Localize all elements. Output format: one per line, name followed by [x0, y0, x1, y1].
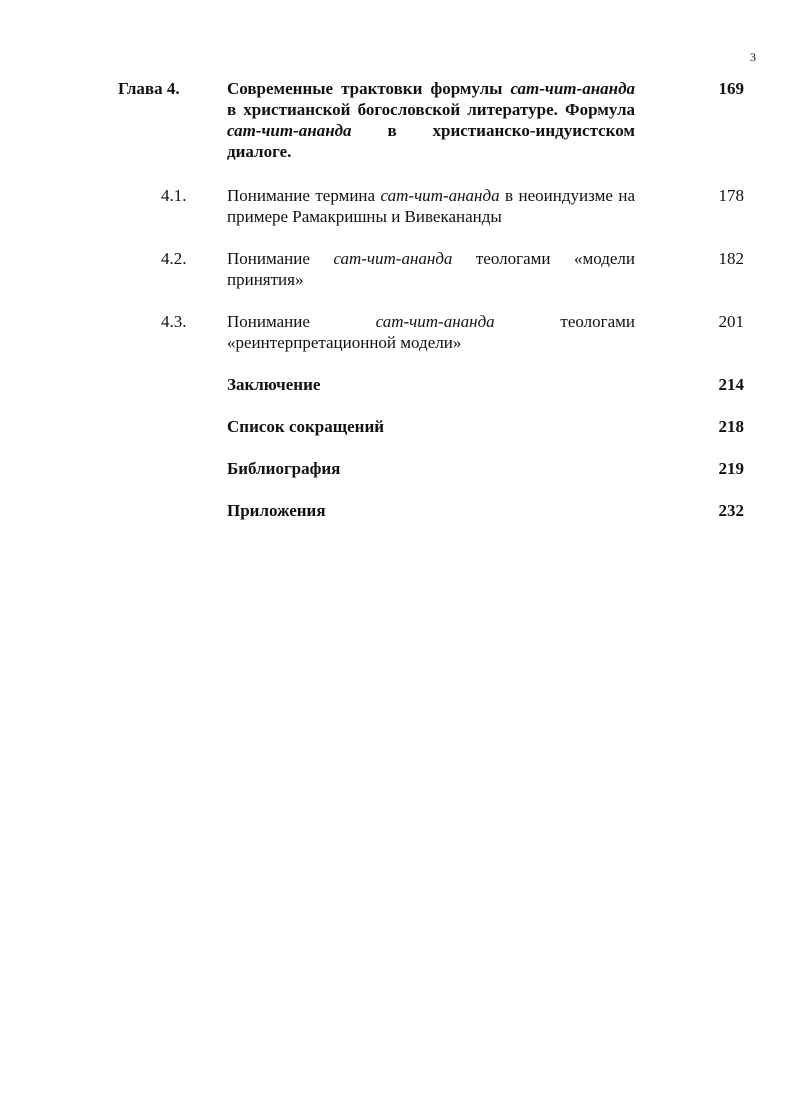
toc-title-term: сат-чит-ананда	[375, 312, 495, 331]
toc-entry-page: 214	[718, 375, 744, 394]
toc-entry-conclusion[interactable]	[0, 374, 797, 395]
toc-title-part: теологами «реинтерпретационной модели»	[227, 312, 636, 352]
toc-title-part: в христианской богословской литературе. Формула	[227, 100, 635, 119]
toc-title-part: Понимание	[227, 249, 334, 268]
toc-entry-title	[227, 78, 635, 162]
toc-entry-chapter-4[interactable]	[0, 78, 797, 162]
toc-entry-section-4-1[interactable]	[0, 185, 797, 227]
toc-entry-title	[227, 311, 635, 353]
toc-entry-label: 4.3.	[161, 312, 187, 331]
toc-entry-bibliography[interactable]	[0, 458, 797, 479]
toc-entry-label: Глава 4.	[118, 79, 180, 98]
toc-entry-section-4-3[interactable]	[0, 311, 797, 353]
toc-entry-title: Приложения	[227, 501, 326, 520]
page-number: 3	[750, 50, 756, 64]
toc-entry-appendices[interactable]	[0, 500, 797, 521]
toc-entry-page: 218	[718, 417, 744, 436]
toc-title-part: в христианско-индуистском диалоге.	[227, 121, 635, 161]
toc-entry-section-4-2[interactable]	[0, 248, 797, 290]
toc-title-part: Понимание термина	[227, 186, 381, 205]
toc-entry-title: Список сокращений	[227, 417, 385, 436]
toc-entry-title	[227, 185, 635, 227]
toc-entry-title	[227, 248, 635, 290]
toc-title-term: сат-чит-ананда	[510, 79, 635, 98]
toc-entry-abbreviations[interactable]	[0, 416, 797, 437]
toc-title-term: сат-чит-ананда	[380, 186, 500, 205]
toc-entry-label: 4.1.	[161, 186, 187, 205]
toc-entry-page: 232	[718, 501, 744, 520]
table-of-contents	[0, 78, 797, 521]
toc-title-term: сат-чит-ананда	[333, 249, 453, 268]
toc-title-part: Современные трактовки формулы	[227, 79, 511, 98]
toc-title-part: Понимание	[227, 312, 376, 331]
toc-entry-page: 178	[718, 186, 744, 205]
toc-title-part: теологами «модели принятия»	[227, 249, 635, 289]
toc-entry-page: 182	[718, 249, 744, 268]
toc-entry-page: 169	[718, 79, 744, 98]
toc-title-term: сат-чит-ананда	[227, 121, 352, 140]
toc-entry-title: Заключение	[227, 375, 321, 394]
toc-entry-page: 201	[718, 312, 744, 331]
toc-entry-page: 219	[718, 459, 744, 478]
toc-title-part: в неоиндуизме на примере Рамакришны и Вивекананды	[227, 186, 635, 226]
toc-entry-title: Библиография	[227, 459, 341, 478]
toc-entry-label: 4.2.	[161, 249, 187, 268]
